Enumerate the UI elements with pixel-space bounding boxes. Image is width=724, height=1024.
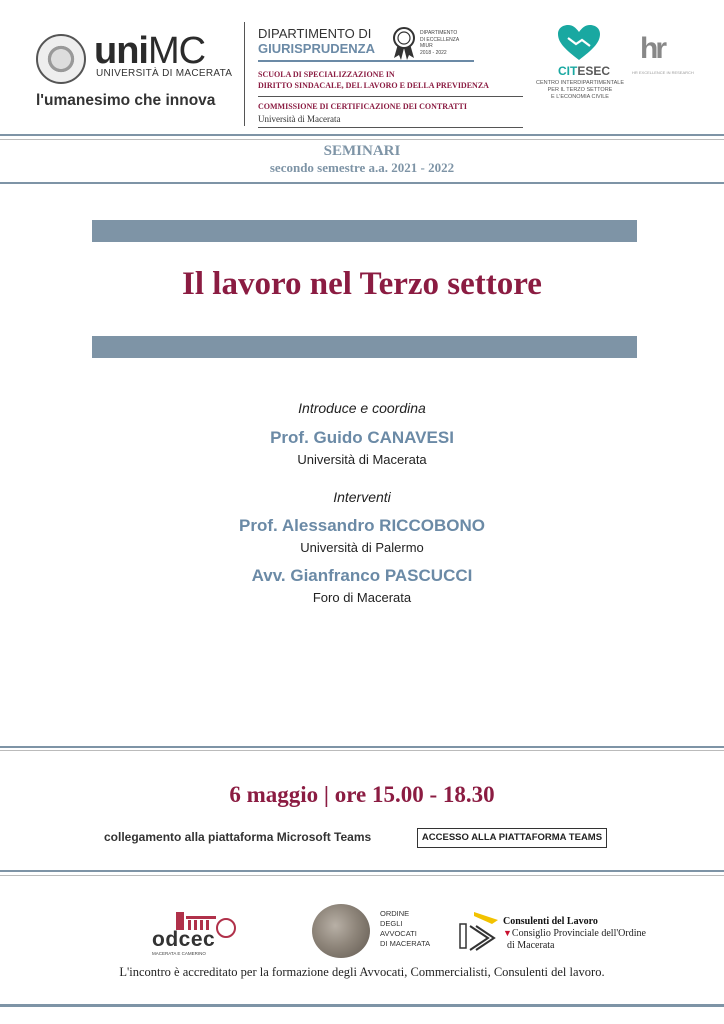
avvocati-line: DI MACERATA bbox=[380, 939, 431, 948]
red-triangle-icon: ▼ bbox=[503, 928, 512, 938]
citesec-heart-icon bbox=[556, 24, 602, 62]
bottom-band bbox=[0, 1004, 724, 1007]
seminar-period: secondo semestre a.a. 2021 - 2022 bbox=[269, 160, 455, 175]
avvocati-line: ORDINE bbox=[380, 909, 410, 918]
consulenti-lavoro-icon bbox=[458, 910, 498, 954]
header-thin-rule bbox=[0, 139, 724, 140]
excellence-medal-icon bbox=[390, 26, 418, 60]
citesec-name-rest: ESEC bbox=[577, 64, 611, 78]
avvocati-emblem-icon bbox=[312, 904, 370, 958]
coordinator-name: Prof. Guido CANAVESI bbox=[270, 428, 454, 447]
header-divider bbox=[244, 22, 245, 126]
citesec-subtitle-line: E L'ECONOMIA CIVILE bbox=[551, 94, 609, 100]
citesec-name-bold: CIT bbox=[558, 64, 578, 78]
citesec-name bbox=[558, 64, 610, 78]
section-band bbox=[0, 182, 724, 184]
event-date-time: 6 maggio | ore 15.00 - 18.30 bbox=[229, 782, 495, 807]
title-bar-bottom bbox=[92, 336, 637, 358]
university-name: UNIVERSITÀ DI MACERATA bbox=[96, 68, 233, 79]
odcec-building-icon bbox=[176, 906, 216, 930]
title-bar-top bbox=[92, 220, 637, 242]
header-rule bbox=[258, 127, 523, 128]
avvocati-line: DEGLI bbox=[380, 919, 403, 928]
speaker-name: Avv. Gianfranco PASCUCCI bbox=[251, 566, 473, 585]
university-seal-icon bbox=[36, 34, 86, 84]
school-line-1: SCUOLA DI SPECIALIZZAZIONE IN bbox=[258, 70, 395, 79]
speaker-affiliation: Foro di Macerata bbox=[312, 590, 412, 605]
speaker-name: Prof. Alessandro RICCOBONO bbox=[239, 516, 485, 535]
event-thin-rule bbox=[0, 750, 724, 751]
excellence-line: DIPARTIMENTO bbox=[420, 30, 458, 36]
odcec-subtitle: MACERATA E CAMERINO bbox=[152, 951, 206, 956]
speaker-affiliation: Università di Palermo bbox=[300, 540, 424, 555]
commission-university: Università di Macerata bbox=[258, 114, 341, 124]
footer-band bbox=[0, 870, 724, 872]
hr-excellence-logo: hr bbox=[640, 32, 664, 65]
coordinator-affiliation: Università di Macerata bbox=[297, 452, 427, 467]
department-label: DIPARTIMENTO DI bbox=[258, 26, 372, 41]
university-motto: l'umanesimo che innova bbox=[36, 92, 216, 109]
odcec-name: odcec bbox=[152, 928, 216, 951]
commission-name: COMMISSIONE DI CERTIFICAZIONE DEI CONTRATTI bbox=[258, 102, 467, 111]
unimc-logo bbox=[94, 32, 205, 70]
excellence-text bbox=[420, 30, 459, 56]
teams-access-button[interactable]: ACCESSO ALLA PIATTAFORMA TEAMS bbox=[417, 828, 607, 848]
teams-connection-text: collegamento alla piattaforma Microsoft Teams bbox=[104, 830, 372, 844]
citesec-subtitle-line: PER IL TERZO SETTORE bbox=[547, 87, 613, 93]
hr-excellence-subtitle: HR EXCELLENCE IN RESEARCH bbox=[632, 70, 694, 75]
consulenti-council bbox=[503, 928, 646, 939]
excellence-line: DI ECCELLENZA bbox=[420, 36, 460, 43]
citesec-subtitle-line: CENTRO INTERDIPARTIMENTALE bbox=[535, 80, 624, 86]
talks-label: Interventi bbox=[333, 489, 391, 505]
consulenti-location: di Macerata bbox=[507, 940, 555, 951]
header-rule bbox=[258, 96, 523, 97]
consulenti-name: Consulenti del Lavoro bbox=[503, 916, 598, 927]
intro-label: Introduce e coordina bbox=[298, 400, 426, 416]
school-line-2: DIRITTO SINDACALE, DEL LAVORO E DELLA PREVIDENZA bbox=[258, 81, 489, 90]
department-underline bbox=[258, 60, 474, 62]
event-band bbox=[0, 746, 724, 748]
excellence-line: MIUR bbox=[420, 43, 433, 49]
avvocati-name bbox=[380, 909, 430, 949]
odcec-rose-icon bbox=[216, 918, 236, 938]
excellence-line: 2018 - 2022 bbox=[420, 49, 447, 56]
logo-bold-part: uni bbox=[94, 30, 148, 72]
footer-thin-rule bbox=[0, 875, 724, 876]
consulenti-council-text: Consiglio Provinciale dell'Ordine bbox=[511, 928, 646, 939]
accreditation-note: L'incontro è accreditato per la formazione degli Avvocati, Commercialisti, Consulenti del lavoro. bbox=[119, 965, 605, 979]
department-name: GIURISPRUDENZA bbox=[258, 41, 376, 56]
avvocati-line: AVVOCATI bbox=[380, 929, 417, 938]
logo-light-part: MC bbox=[147, 30, 206, 72]
seminar-title: Il lavoro nel Terzo settore bbox=[182, 266, 542, 302]
header-band bbox=[0, 134, 724, 136]
citesec-subtitle bbox=[530, 80, 630, 101]
seminar-label: SEMINARI bbox=[323, 143, 401, 159]
